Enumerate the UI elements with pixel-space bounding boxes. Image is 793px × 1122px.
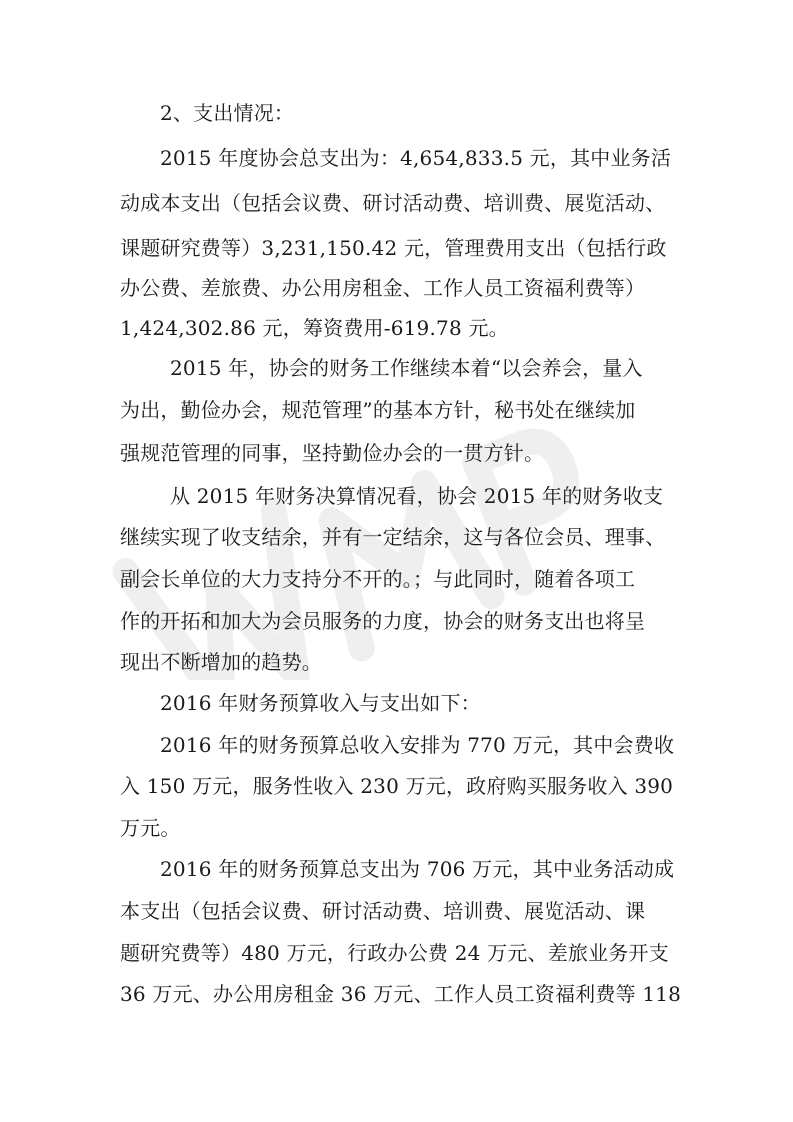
text-line-5: 办公费、差旅费、办公用房租金、工作人员工资福利费等） xyxy=(120,276,646,300)
text-line-4: 课题研究费等）3,231,150.42 元，管理费用支出（包括行政 xyxy=(120,236,667,260)
text-line-10: 从 2015 年财务决算情况看，协会 2015 年的财务收支 xyxy=(170,484,664,508)
text-line-19: 2016 年的财务预算总支出为 706 万元，其中业务活动成 xyxy=(160,857,675,881)
text-line-22: 36 万元、办公用房租金 36 万元、工作人员工资福利费等 118 xyxy=(120,982,682,1006)
text-line-15: 2016 年财务预算收入与支出如下： xyxy=(160,691,481,715)
text-line-1: 2、支出情况： xyxy=(160,101,295,125)
text-line-7: 2015 年，协会的财务工作继续本着“以会养会，量入 xyxy=(170,356,643,380)
text-line-13: 作的开拓和加大为会员服务的力度，协会的财务支出也将呈 xyxy=(120,609,646,633)
text-line-3: 动成本支出（包括会议费、研讨活动费、培训费、展览活动、 xyxy=(120,191,666,215)
text-line-20: 本支出（包括会议费、研讨活动费、培训费、展览活动、课 xyxy=(120,899,646,923)
text-line-16: 2016 年的财务预算总收入安排为 770 万元，其中会费收 xyxy=(160,733,675,757)
text-line-11: 继续实现了收支结余，并有一定结余，这与各位会员、理事、 xyxy=(120,525,666,549)
text-line-6: 1,424,302.86 元，筹资费用-619.78 元。 xyxy=(120,316,509,340)
text-line-17: 入 150 万元，服务性收入 230 万元，政府购买服务收入 390 xyxy=(120,774,674,798)
text-line-21: 题研究费等）480 万元，行政办公费 24 万元、差旅业务开支 xyxy=(120,941,669,965)
text-line-14: 现出不断增加的趋势。 xyxy=(120,650,322,674)
text-line-12: 副会长单位的大力支持分不开的。；与此同时，随着各项工 xyxy=(120,567,636,591)
text-line-8: 为出，勤俭办会，规范管理”的基本方针，秘书处在继续加 xyxy=(120,398,636,422)
text-line-9: 强规范管理的同事，坚持勤俭办会的一贯方针。 xyxy=(120,441,545,465)
text-line-18: 万元。 xyxy=(120,816,181,840)
text-line-2: 2015 年度协会总支出为：4,654,833.5 元，其中业务活 xyxy=(160,146,672,170)
